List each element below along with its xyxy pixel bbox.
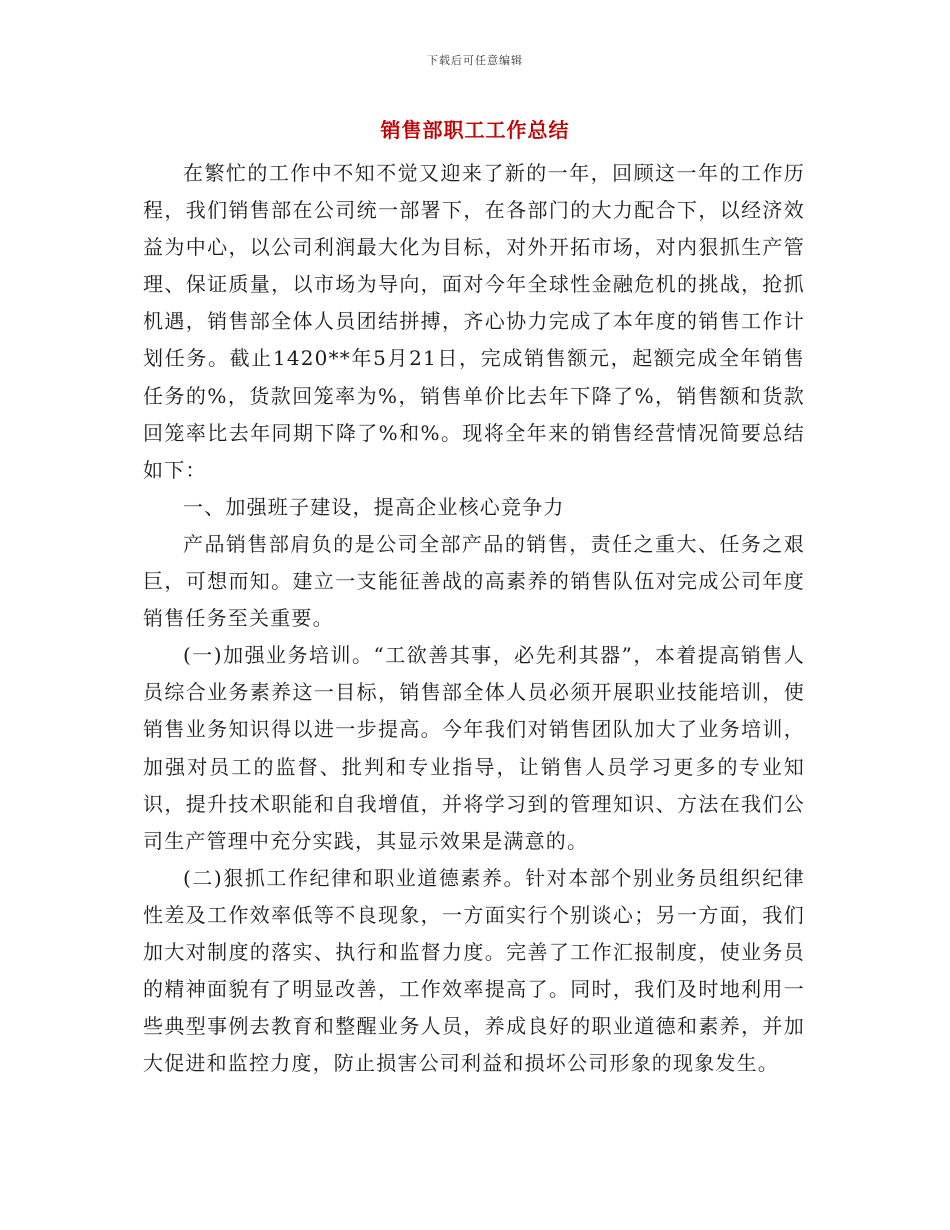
- paragraph-training: (一)加强业务培训。“工欲善其事，必先利其器”，本着提高销售人员综合业务素养这一目标，销售部全体人员必须开展职业技能培训，使销售业务知识得以进一步提高。今年我们对销售团队加大了业务培训，加强对员工的监督、批判和专业指导，让销售人员学习更多的专业知识，提升技术职能和自我增值，并将学习到的管理知识、方法在我们公司生产管理中充分实践，其显示效果是满意的。: [143, 643, 805, 853]
- paragraph-intro: 在繁忙的工作中不知不觉又迎来了新的一年，回顾这一年的工作历程，我们销售部在公司统一部署下，在各部门的大力配合下，以经济效益为中心，以公司利润最大化为目标，对外开拓市场，对内狠抓生产管理、保证质量，以市场为导向，面对今年全球性金融危机的挑战，抢抓机遇，销售部全体人员团结拼搏，齐心协力完成了本年度的销售工作计划任务。截止1420**年5月21日，完成销售额元，起额完成全年销售任务的%，货款回笼率为%，销售单价比去年下降了%，销售额和货款回笼率比去年同期下降了%和%。现将全年来的销售经营情况简要总结如下：: [143, 161, 805, 482]
- header-note: 下载后可任意编辑: [427, 54, 523, 67]
- section-heading-1: 一、加强班子建设，提高企业核心竞争力: [183, 494, 565, 519]
- paragraph-discipline: (二)狠抓工作纪律和职业道德素养。针对本部个别业务员组织纪律性差及工作效率低等不良现象，一方面实行个别谈心；另一方面，我们加大对制度的落实、执行和监督力度。完善了工作汇报制度，使业务员的精神面貌有了明显改善，工作效率提高了。同时，我们及时地利用一些典型事例去教育和整醒业务人员，养成良好的职业道德和素养，并加大促进和监控力度，防止损害公司利益和损坏公司形象的现象发生。: [143, 865, 805, 1076]
- paragraph-team-building: 产品销售部肩负的是公司全部产品的销售，责任之重大、任务之艰巨，可想而知。建立一支能征善战的高素养的销售队伍对完成公司年度销售任务至关重要。: [143, 531, 805, 631]
- document-title: 销售部职工工作总结: [380, 118, 570, 142]
- document-body: [143, 155, 805, 1082]
